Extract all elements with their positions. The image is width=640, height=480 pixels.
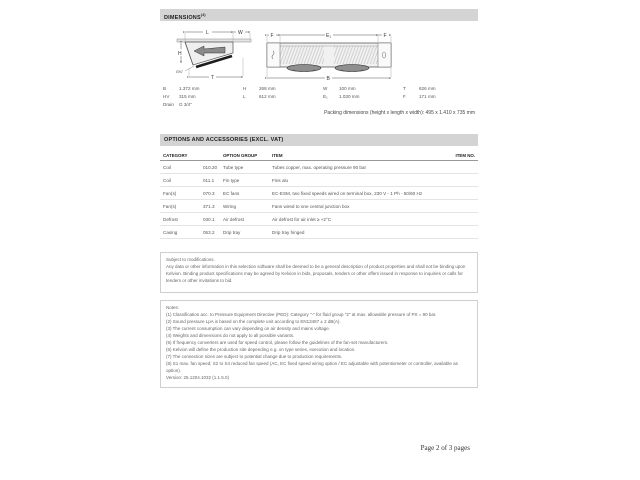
cell-item: Air defrost for air inlet ≥ +2°C bbox=[272, 216, 332, 222]
column-header-option-group: OPTION GROUP bbox=[223, 152, 258, 158]
dimension-value: G 3/4" bbox=[179, 102, 192, 107]
cell-option-group: Air defrost bbox=[223, 216, 244, 222]
version-text: Version: 25.1204.1032 (1.1.5.0) bbox=[166, 374, 230, 380]
disclaimer-box bbox=[160, 252, 478, 293]
column-header-category: CATEGORY bbox=[163, 152, 188, 158]
dim-label-H: H bbox=[178, 51, 182, 57]
cell-option-group: Drip tray bbox=[223, 229, 241, 235]
cell-option-group: Tube type bbox=[223, 164, 244, 170]
cell-option-code: 053.2 bbox=[203, 229, 215, 235]
dim-label-F-left: F bbox=[270, 33, 274, 39]
dimension-key: E₁ bbox=[323, 94, 328, 99]
options-section-header bbox=[160, 134, 478, 146]
dimension-entry bbox=[323, 93, 403, 101]
options-title: OPTIONS AND ACCESSORIES (EXCL. VAT) bbox=[164, 137, 284, 143]
dimension-key: W bbox=[323, 86, 328, 91]
note-item: (2) Sound pressure LpA is based on the complete unit according to EN13487 ± 2 dB(A). bbox=[166, 318, 341, 324]
table-row bbox=[160, 187, 478, 200]
cell-item: Fins alu bbox=[272, 177, 289, 183]
cell-category: Coil bbox=[163, 164, 171, 170]
table-row bbox=[160, 161, 478, 174]
dimension-value: 626 mm bbox=[419, 86, 436, 91]
table-header-row bbox=[160, 150, 478, 161]
table-row bbox=[160, 226, 478, 239]
dimension-column bbox=[403, 85, 483, 101]
dimension-key: Drain bbox=[163, 102, 174, 107]
dimension-entry bbox=[243, 85, 323, 93]
disclaimer-line-2: Any data or other information in this selection software shall be deemed to be a general description of product properties and shall not be binding upon Kelvion. Binding product specifications may be agreed by Kelvion in bids, proposals, tenders or other offers issued in response to inquiries or calls for tenders or other invitations to bid. bbox=[166, 263, 466, 283]
cell-option-code: 371.3 bbox=[203, 203, 215, 209]
cell-category: Casing bbox=[163, 229, 178, 235]
technical-drawings bbox=[160, 24, 478, 82]
dimension-column bbox=[243, 85, 323, 101]
cell-item: Drip tray hinged bbox=[272, 229, 305, 235]
dimension-key: B bbox=[163, 86, 167, 91]
disclaimer-line-1: Subject to modifications. bbox=[166, 257, 215, 262]
column-header-item-no: ITEM NO. bbox=[455, 152, 475, 158]
cell-option-group: Wiring bbox=[223, 203, 237, 209]
notes-title: Notes: bbox=[166, 305, 180, 310]
dimension-value: 268 mm bbox=[259, 86, 276, 91]
fan-shroud-right bbox=[335, 65, 369, 72]
page-number-label: Page 2 of 3 pages bbox=[420, 444, 470, 452]
table-row bbox=[160, 200, 478, 213]
dimension-entry bbox=[243, 93, 323, 101]
dim-label-E1: E₁ bbox=[326, 33, 332, 39]
cell-item: EC-ESM, two fixed speeds wired on terminal box, 230 V - 1 Ph - 50/60 Hz bbox=[272, 190, 423, 196]
note-item: (1) Classification acc. to Pressure Equipment Directive (PED): Category "-" for fluid group "2" at max. allowable pressure of PS = 90 bar. bbox=[166, 311, 437, 317]
table-row bbox=[160, 213, 478, 226]
cell-category: Coil bbox=[163, 177, 171, 183]
notes-box bbox=[160, 300, 478, 388]
dimension-value: 171 mm bbox=[419, 94, 436, 99]
cell-option-code: 070.3 bbox=[203, 190, 215, 196]
dimension-key: H bbox=[243, 86, 247, 91]
dimension-entry bbox=[163, 93, 243, 101]
unit-cooler-side-view-drawing bbox=[163, 28, 259, 84]
note-item: (7) The connection sizes are subject to potential change due to production requirements. bbox=[166, 353, 343, 359]
options-table bbox=[160, 150, 478, 239]
dimensions-title-footnote: (4) bbox=[200, 13, 206, 17]
dimension-value: 100 mm bbox=[339, 86, 356, 91]
dimension-entry bbox=[403, 85, 483, 93]
dim-label-drain: G¾" bbox=[176, 70, 184, 74]
dim-label-T: T bbox=[211, 75, 215, 81]
dim-label-L: L bbox=[206, 30, 209, 36]
dimension-key: HV bbox=[163, 94, 170, 99]
fan-shroud-left bbox=[287, 65, 321, 72]
dim-label-B: B bbox=[326, 76, 330, 82]
dimension-value: 612 mm bbox=[259, 94, 276, 99]
column-header-item: ITEM bbox=[272, 152, 283, 158]
dimension-value: 315 mm bbox=[179, 94, 196, 99]
note-item: (4) Weights and dimensions do not apply to all possible variants. bbox=[166, 332, 295, 338]
dimension-value: 1.030 mm bbox=[339, 94, 360, 99]
note-item: (3) The current consumption can vary depending on air density and mains voltage. bbox=[166, 325, 331, 331]
dimension-column bbox=[323, 85, 403, 101]
dimension-entry bbox=[163, 85, 243, 93]
unit-cooler-front-view-drawing bbox=[264, 30, 395, 84]
dimensions-title: DIMENSIONS bbox=[164, 14, 201, 21]
dim-label-F-right: F bbox=[383, 33, 387, 39]
dimension-entry bbox=[403, 93, 483, 101]
dim-label-W: W bbox=[238, 30, 243, 36]
note-item: (5) If frequency converters are used for speed control, please follow the guidelines of the fan-set manufacturers. bbox=[166, 339, 389, 345]
cell-option-code: 011.1 bbox=[203, 177, 215, 183]
cell-item: Tubes copper, max. operating pressure 90 bar bbox=[272, 164, 367, 170]
cell-category: Defrost bbox=[163, 216, 178, 222]
cell-option-code: 010.20 bbox=[203, 164, 218, 170]
dimension-key: F bbox=[403, 94, 406, 99]
dimensions-section-header bbox=[160, 9, 478, 21]
table-row bbox=[160, 174, 478, 187]
cell-item: Fans wired to one central junction box bbox=[272, 203, 350, 209]
dimension-column bbox=[163, 85, 243, 109]
packing-dimensions-text: Packing dimensions (height x length x width): 495 x 1.410 x 735 mm bbox=[324, 110, 475, 116]
dimension-key: L bbox=[243, 94, 246, 99]
note-item: (8) S1 max. fan speed; S2 to S4 reduced fan speed (AC, EC fixed speed wiring option / EC adjustable with potentiometer or controller, available as option). bbox=[166, 360, 458, 373]
dimension-key: T bbox=[403, 86, 406, 91]
cell-option-group: EC fans bbox=[223, 190, 240, 196]
cell-category: Fan(s) bbox=[163, 203, 177, 209]
note-item: (6) Kelvion will define the production site depending e.g. on type series, execution and location. bbox=[166, 346, 356, 352]
dimension-entry bbox=[163, 101, 243, 109]
dimension-value: 1.372 mm bbox=[179, 86, 200, 91]
cell-option-code: 030.1 bbox=[203, 216, 215, 222]
cell-option-group: Fin type bbox=[223, 177, 240, 183]
dimension-entry bbox=[323, 85, 403, 93]
cell-category: Fan(s) bbox=[163, 190, 177, 196]
